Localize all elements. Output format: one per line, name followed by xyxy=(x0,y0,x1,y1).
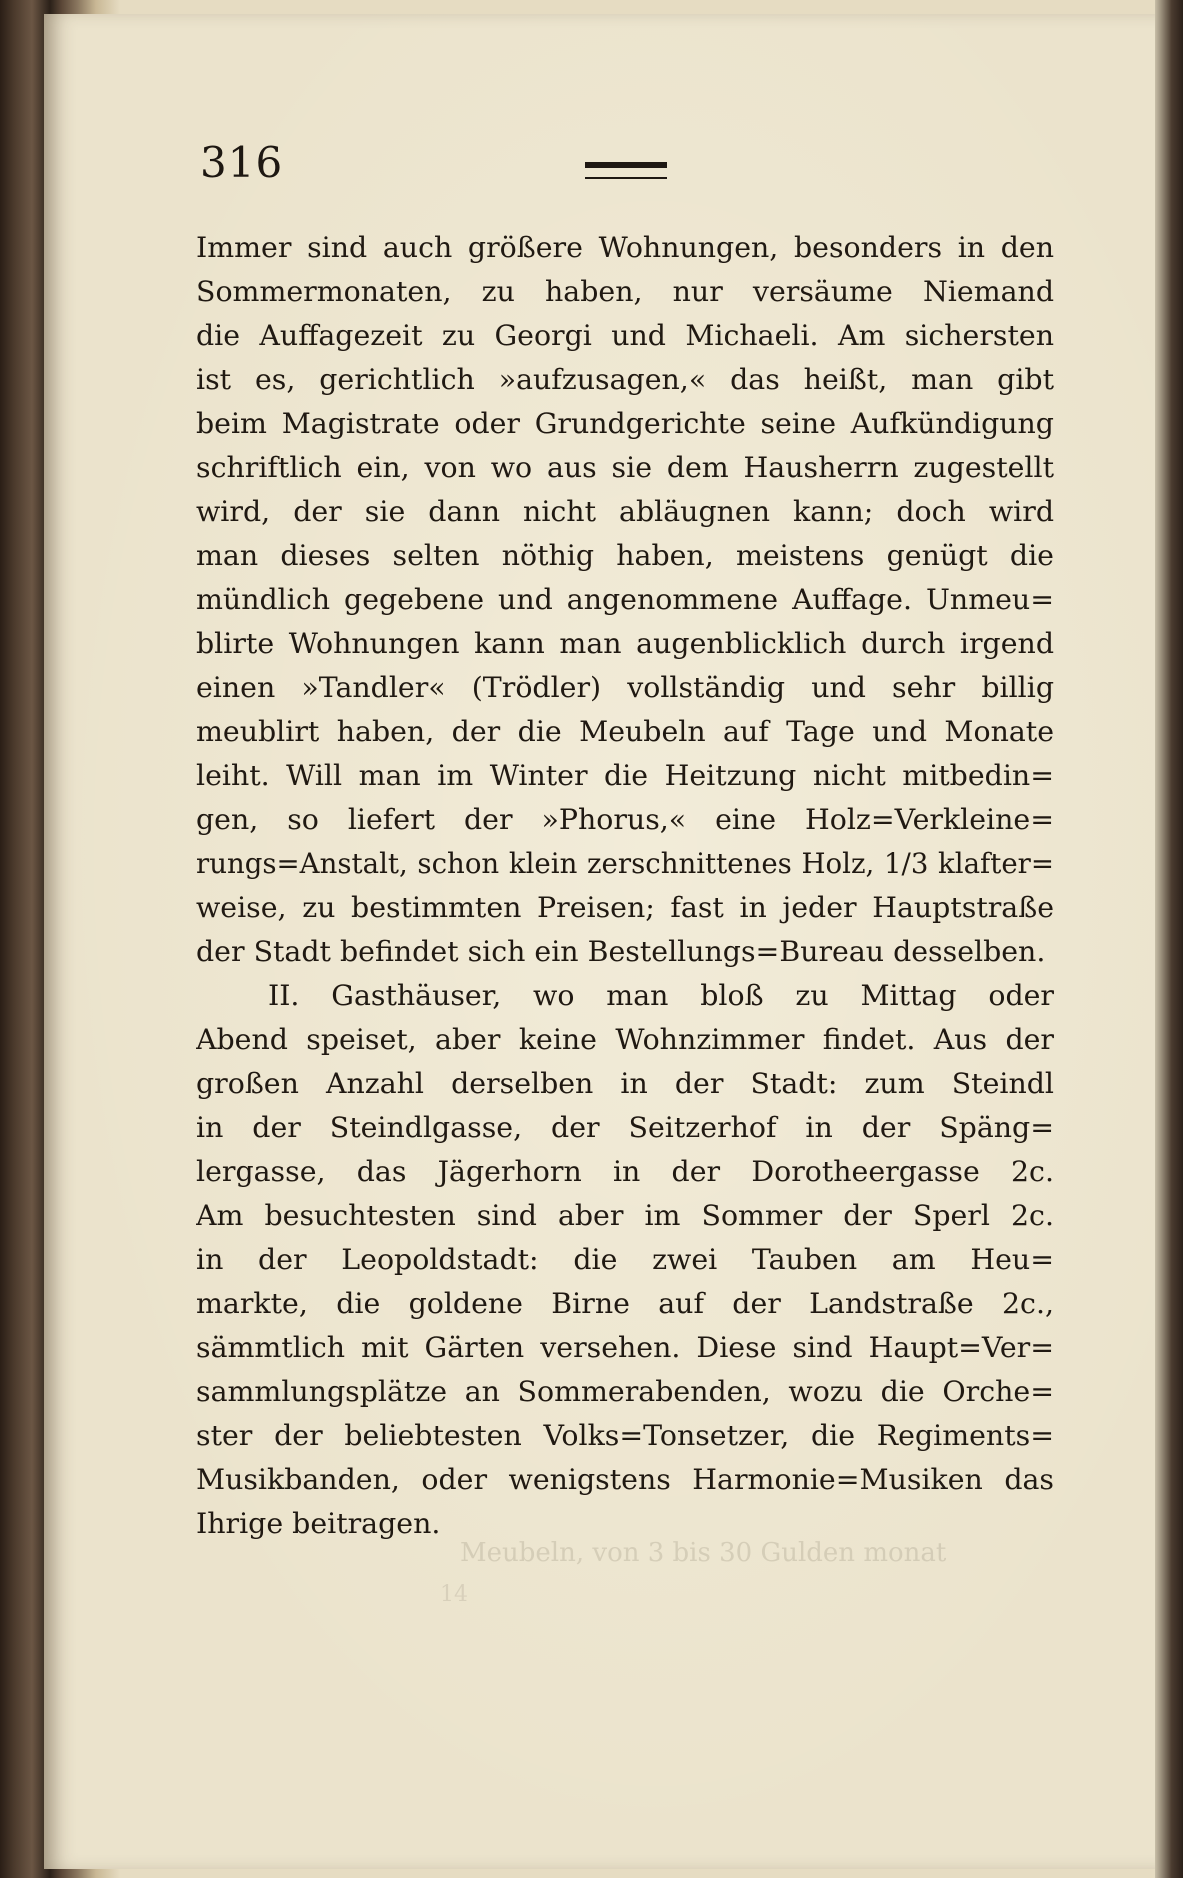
show-through-text: Meubeln, von 3 bis 30 Gulden monat xyxy=(460,1538,947,1568)
header-rule xyxy=(585,162,667,179)
page-number: 316 xyxy=(200,138,284,187)
text-line: sammlungsplätze an Sommerabenden, wozu die Orche= xyxy=(196,1375,1054,1408)
text-line: beim Magistrate oder Grundgerichte seine Aufkündigung xyxy=(196,407,1054,440)
text-line: Ihrige beitragen. xyxy=(196,1507,441,1540)
text-line: rungs=Anstalt, schon klein zerschnittenes Holz, 1/3 klafter= xyxy=(196,847,1054,880)
text-line: die Auffagezeit zu Georgi und Michaeli. Am sichersten xyxy=(196,319,1054,352)
text-line: Am besuchtesten sind aber im Sommer der Sperl 2c. xyxy=(196,1199,1054,1232)
page-header xyxy=(200,138,1060,198)
text-line: schriftlich ein, von wo aus sie dem Hausherrn zugestellt xyxy=(196,451,1054,484)
text-line: sämmtlich mit Gärten versehen. Diese sind Haupt=Ver= xyxy=(196,1331,1054,1364)
page-right-edge xyxy=(1155,0,1183,1878)
text-line: leiht. Will man im Winter die Heitzung nicht mitbedin= xyxy=(196,759,1054,792)
text-line: großen Anzahl derselben in der Stadt: zum Steindl xyxy=(196,1067,1054,1100)
text-line: mündlich gegebene und angenommene Auffage. Unmeu= xyxy=(196,583,1054,616)
text-line: man dieses selten nöthig haben, meistens genügt die xyxy=(196,539,1054,572)
text-line: meublirt haben, der die Meubeln auf Tage und Monate xyxy=(196,715,1054,748)
text-line: ist es, gerichtlich »aufzusagen,« das heißt, man gibt xyxy=(196,363,1054,396)
text-line: ster der beliebtesten Volks=Tonsetzer, die Regiments= xyxy=(196,1419,1054,1452)
text-line: gen, so liefert der »Phorus,« eine Holz=Verkleine= xyxy=(196,803,1054,836)
text-line: in der Leopoldstadt: die zwei Tauben am Heu= xyxy=(196,1243,1054,1276)
text-line: der Stadt befindet sich ein Bestellungs=Bureau desselben. xyxy=(196,935,1046,968)
section-heading-line: II. Gasthäuser, wo man bloß zu Mittag oder xyxy=(268,979,1054,1012)
text-line: markte, die goldene Birne auf der Landstraße 2c., xyxy=(196,1287,1054,1320)
text-line: Musikbanden, oder wenigstens Harmonie=Musiken das xyxy=(196,1463,1054,1496)
body-text xyxy=(196,226,1054,1546)
text-line: Immer sind auch größere Wohnungen, besonders in den xyxy=(196,231,1054,264)
text-line: wird, der sie dann nicht abläugnen kann; doch wird xyxy=(196,495,1054,528)
text-line: blirte Wohnungen kann man augenblicklich durch irgend xyxy=(196,627,1054,660)
text-line: Sommermonaten, zu haben, nur versäume Niemand xyxy=(196,275,1054,308)
text-line: in der Steindlgasse, der Seitzerhof in der Späng= xyxy=(196,1111,1054,1144)
text-line: einen »Tandler« (Trödler) vollständig und sehr billig xyxy=(196,671,1054,704)
text-line: Abend speiset, aber keine Wohnzimmer findet. Aus der xyxy=(196,1023,1054,1056)
show-through-mark: 14 xyxy=(440,1582,468,1607)
text-line: lergasse, das Jägerhorn in der Dorotheergasse 2c. xyxy=(196,1155,1054,1188)
text-line: weise, zu bestimmten Preisen; fast in jeder Hauptstraße xyxy=(196,891,1054,924)
